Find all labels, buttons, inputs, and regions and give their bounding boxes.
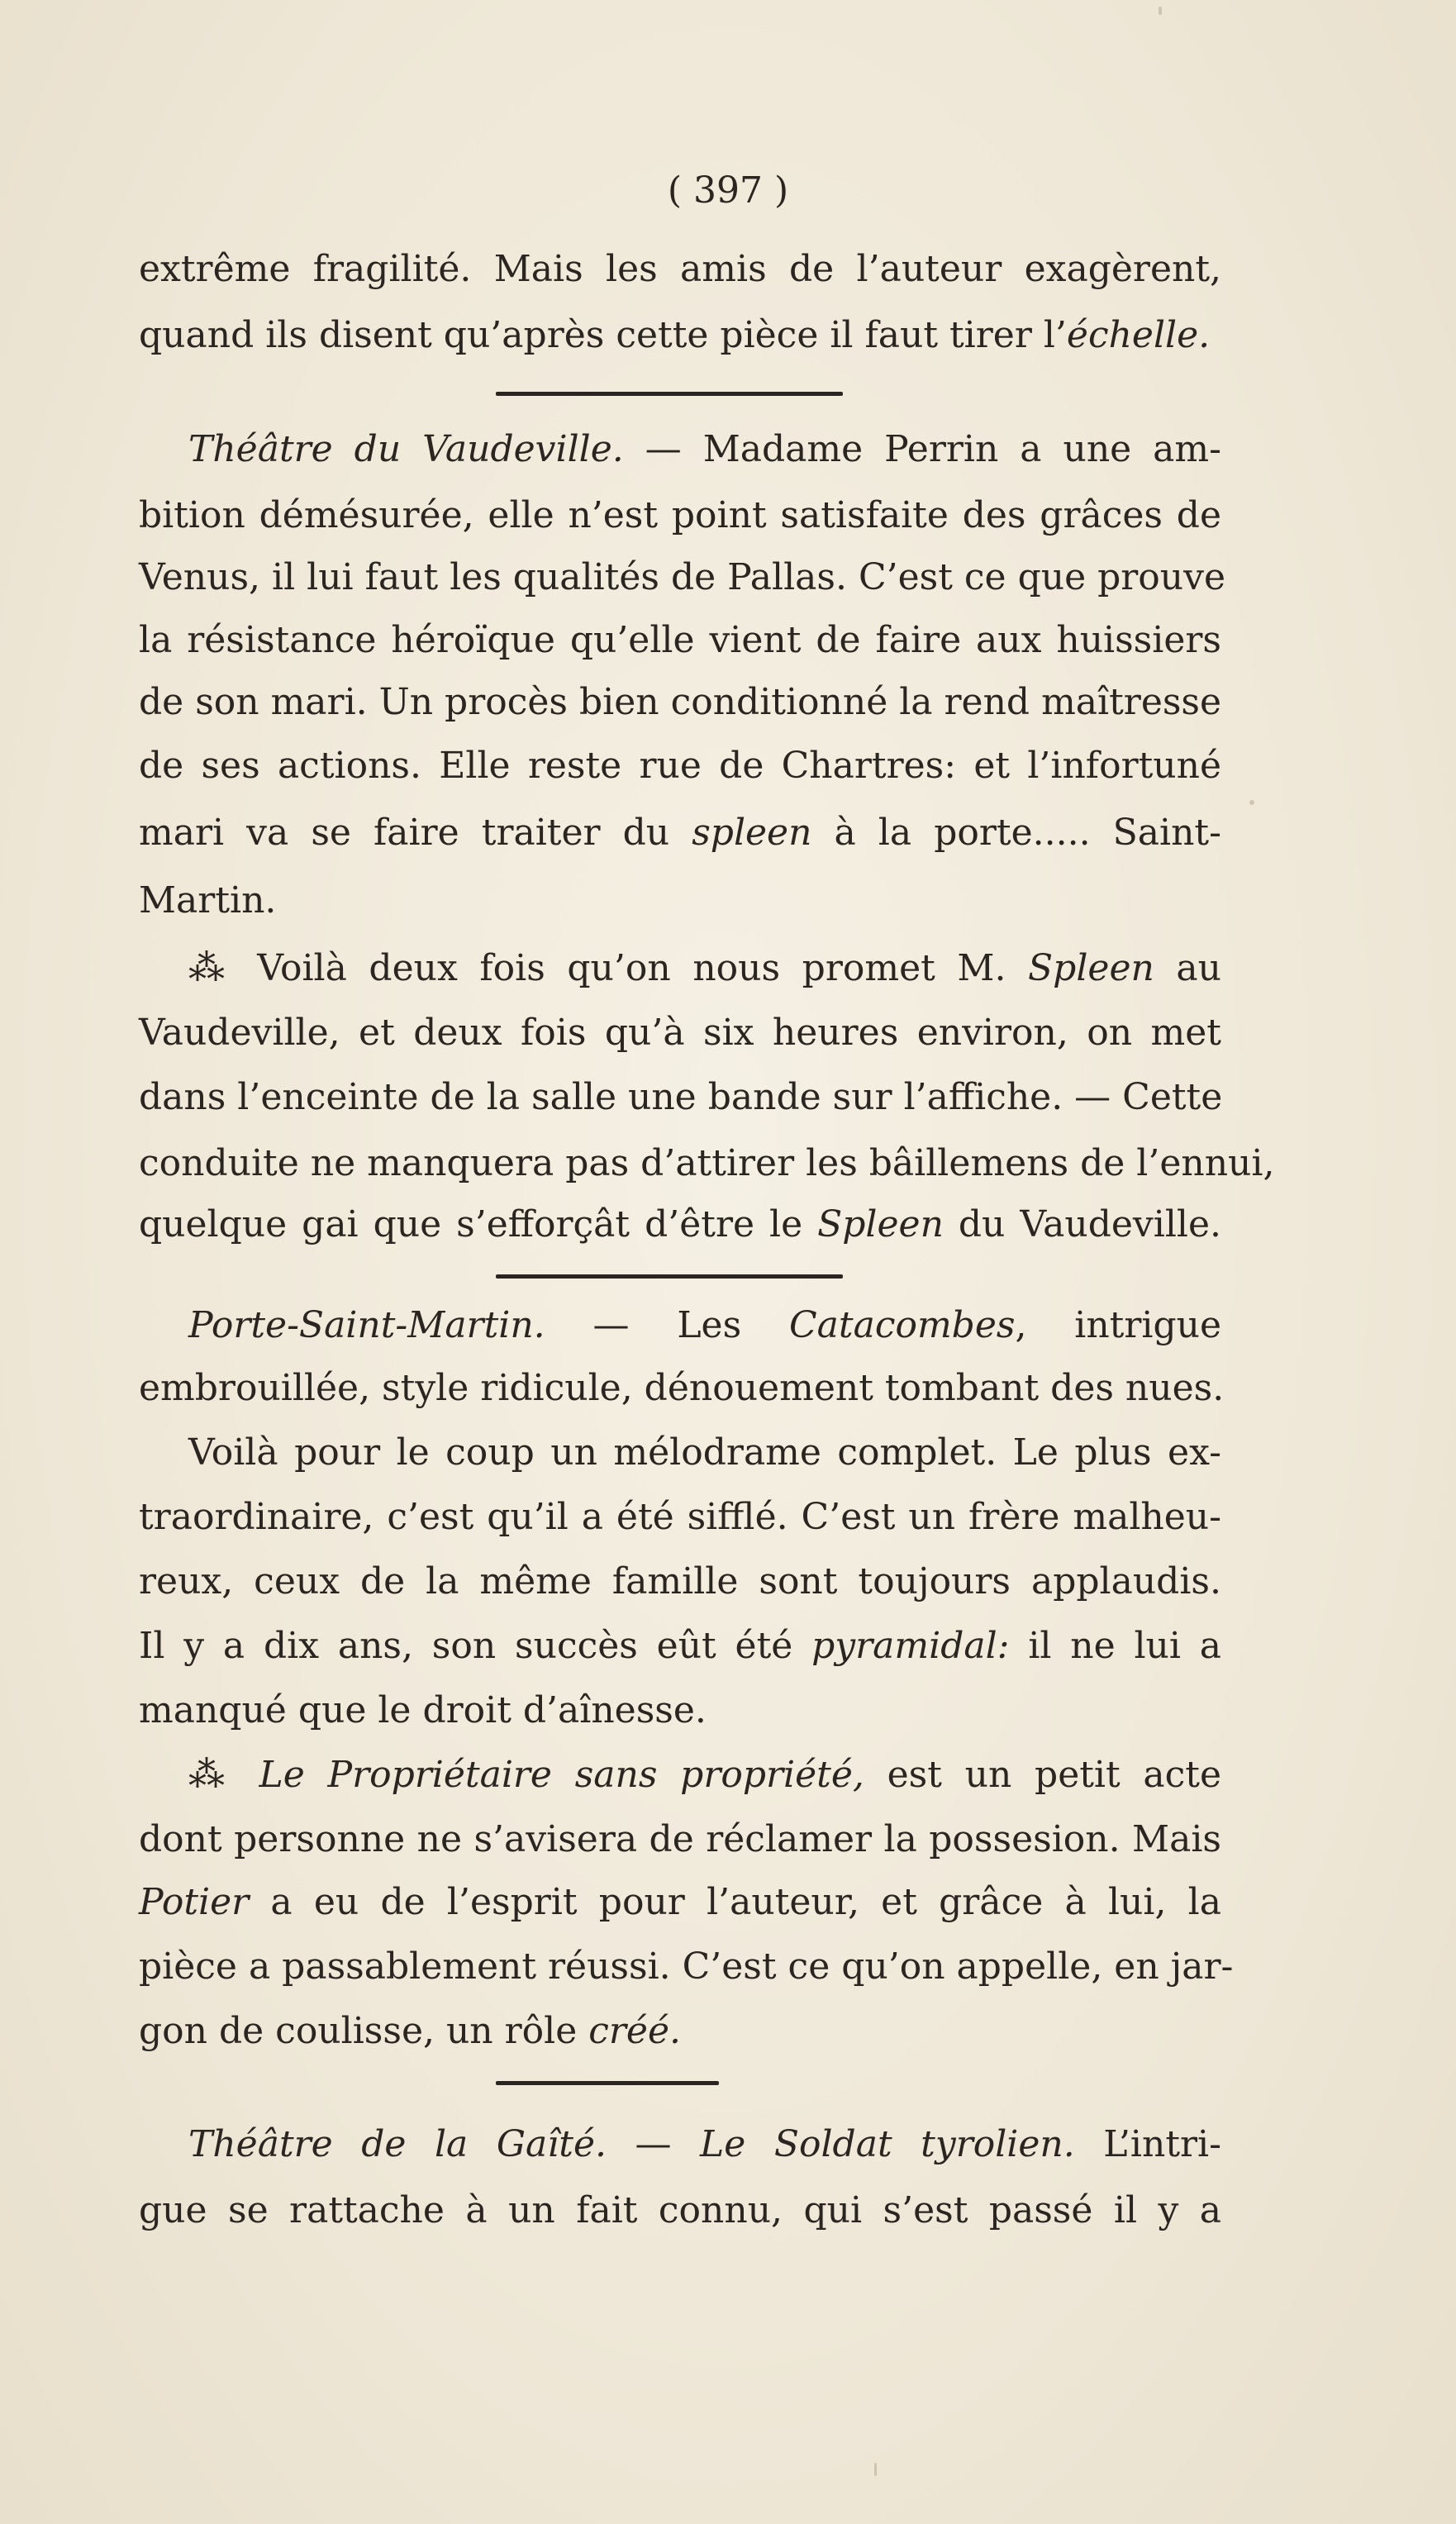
italic-text: échelle.	[1066, 314, 1211, 356]
text-run: au	[1154, 947, 1221, 989]
text-run: dont personne ne s’avisera de réclamer la possesion. Mais	[139, 1818, 1221, 1860]
text-run: Il y a dix ans, son succès eût été	[139, 1625, 812, 1667]
text-run: , intrigue	[1015, 1304, 1222, 1346]
text-line	[139, 1686, 1221, 1736]
italic-text: Potier	[139, 1881, 250, 1923]
text-line	[139, 2007, 1221, 2056]
text-line	[139, 1557, 1221, 1607]
text-line	[139, 245, 1221, 294]
text-line	[139, 425, 1221, 474]
text-run: a eu de l’esprit pour l’auteur, et grâce à lui, la	[249, 1881, 1221, 1923]
section-divider	[496, 2081, 719, 2085]
text-line	[139, 1139, 1275, 1188]
text-line	[139, 944, 1221, 993]
text-run: traordinaire, c’est qu’il a été sifflé. C’est un frère malheu-	[139, 1496, 1221, 1538]
text-line	[139, 1622, 1221, 1671]
text-line	[139, 1428, 1221, 1478]
text-run: manqué que le droit d’aînesse.	[139, 1689, 707, 1731]
text-line	[139, 1200, 1221, 1250]
text-run: est un petit acte	[864, 1754, 1221, 1796]
text-run: Venus, il lui faut les qualités de Pallas. C’est ce que prouve	[139, 556, 1226, 598]
text-line	[139, 553, 1226, 602]
text-line	[139, 1942, 1234, 1992]
italic-text: Le Propriétaire sans propriété,	[259, 1754, 864, 1796]
italic-text: créé.	[588, 2010, 681, 2052]
text-run: gue se rattache à un fait connu, qui s’est passé il y a	[139, 2189, 1221, 2231]
italic-text: Spleen	[817, 1203, 944, 1245]
text-run: quand ils disent qu’après cette pièce il faut tirer l’	[139, 314, 1067, 356]
italic-text: pyramidal:	[811, 1625, 1010, 1667]
italic-text: Spleen	[1028, 947, 1154, 989]
page-number: ( 397 )	[667, 169, 789, 212]
text-run: pièce a passablement réussi. C’est ce qu’on appelle, en jar-	[139, 1945, 1234, 1988]
text-run: extrême fragilité. Mais les amis de l’auteur exagèrent,	[139, 248, 1221, 290]
text-line	[139, 1008, 1221, 1058]
text-line	[139, 678, 1221, 727]
text-run: — Les	[545, 1304, 789, 1346]
text-run: mari va se faire traiter du	[139, 812, 692, 854]
italic-text: Catacombes	[789, 1304, 1016, 1346]
text-run: — Madame Perrin a une am-	[623, 428, 1221, 470]
text-run: la résistance héroïque qu’elle vient de faire aux huissiers	[139, 619, 1221, 661]
text-run: ⁂ Voilà deux fois qu’on nous promet M.	[188, 947, 1029, 989]
text-run: Vaudeville, et deux fois qu’à six heures environ, on met	[139, 1012, 1221, 1054]
text-run: de son mari. Un procès bien conditionné la rend maîtresse	[139, 681, 1222, 723]
text-run: bition démésurée, elle n’est point satisfaite des grâces de	[139, 494, 1221, 536]
text-run: reux, ceux de la même famille sont toujours applaudis.	[139, 1560, 1221, 1603]
text-run: du Vaudeville.	[943, 1203, 1221, 1245]
text-run: de ses actions. Elle reste rue de Chartres: et l’infortuné	[139, 745, 1221, 787]
text-line	[139, 1493, 1221, 1542]
text-line	[139, 1301, 1221, 1350]
italic-text: Théâtre du Vaudeville.	[188, 428, 624, 470]
text-run: il ne lui a	[1009, 1625, 1221, 1667]
text-line	[139, 741, 1221, 791]
text-line	[139, 616, 1221, 665]
text-line	[139, 311, 1221, 360]
text-run: Voilà pour le coup un mélodrame complet. Le plus ex-	[188, 1431, 1221, 1474]
text-line	[139, 2120, 1221, 2169]
italic-text: Le Soldat tyrolien.	[700, 2123, 1075, 2165]
text-run: embrouillée, style ridicule, dénouement tombant des nues.	[139, 1367, 1225, 1409]
italic-text: spleen	[692, 812, 812, 854]
text-line	[139, 876, 1221, 926]
text-run: L’intri-	[1074, 2123, 1221, 2165]
text-line	[139, 808, 1221, 858]
paper-speck	[874, 2463, 877, 2476]
text-line	[139, 491, 1221, 541]
text-run: conduite ne manquera pas d’attirer les bâillemens de l’ennui,	[139, 1142, 1275, 1184]
text-line	[139, 1750, 1221, 1800]
text-run: ⁂	[188, 1754, 259, 1796]
text-run: —	[606, 2123, 701, 2165]
text-run: à la porte..... Saint-	[811, 812, 1221, 854]
text-run: Martin.	[139, 879, 277, 921]
text-run: quelque gai que s’efforçât d’être le	[139, 1203, 818, 1245]
italic-text: Théâtre de la Gaîté.	[188, 2123, 607, 2165]
paper-speck	[1249, 800, 1254, 805]
text-run: gon de coulisse, un rôle	[139, 2010, 589, 2052]
italic-text: Porte-Saint-Martin.	[188, 1304, 545, 1346]
text-run: dans l’enceinte de la salle une bande sur l’affiche. — Cette	[139, 1076, 1223, 1118]
text-line	[139, 2186, 1221, 2236]
section-divider	[496, 1274, 843, 1279]
text-line	[139, 1878, 1221, 1927]
paper-speck	[1159, 7, 1162, 15]
text-line	[139, 1815, 1221, 1864]
section-divider	[496, 392, 843, 396]
text-line	[139, 1073, 1221, 1122]
text-line	[139, 1364, 1225, 1413]
